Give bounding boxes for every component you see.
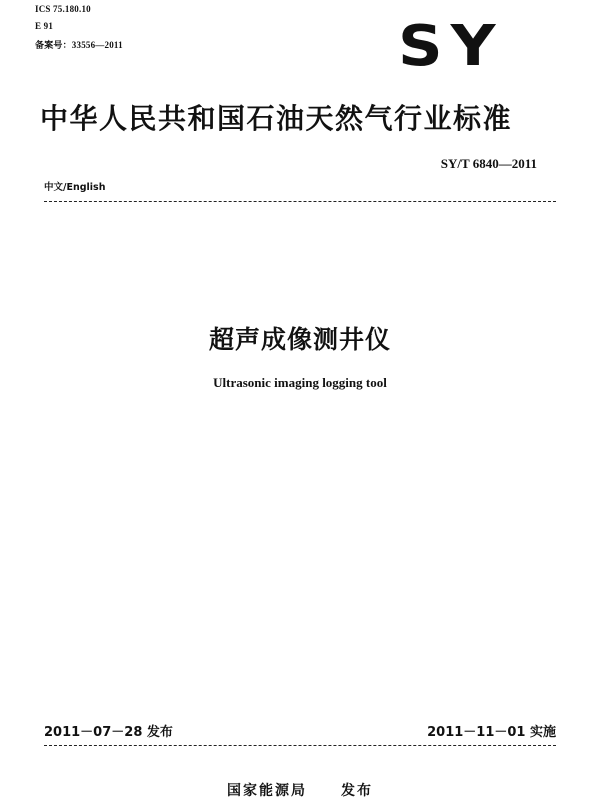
top-divider — [44, 201, 556, 202]
sy-logo: SY — [398, 12, 504, 79]
implementation-date: 2011－11－01 实施 — [427, 725, 556, 740]
organization-title: 中华人民共和国石油天然气行业标准 — [40, 102, 513, 135]
ccs-code: E 91 — [35, 21, 54, 31]
document-title-cn: 超声成像测井仪 — [208, 325, 391, 354]
standard-number: SY/T 6840—2011 — [440, 156, 537, 171]
publisher-action: 发布 — [341, 783, 373, 799]
publisher-name: 国家能源局 — [227, 783, 307, 799]
publisher-line — [0, 780, 600, 800]
issue-date: 2011－07－28 发布 — [44, 725, 173, 740]
document-title-en: Ultrasonic imaging logging tool — [213, 375, 387, 390]
filing-number: 备案号：33556—2011 — [35, 40, 123, 50]
language-label: 中文/English — [44, 182, 106, 193]
ics-code: ICS 75.180.10 — [35, 4, 91, 14]
bottom-divider — [44, 745, 556, 746]
